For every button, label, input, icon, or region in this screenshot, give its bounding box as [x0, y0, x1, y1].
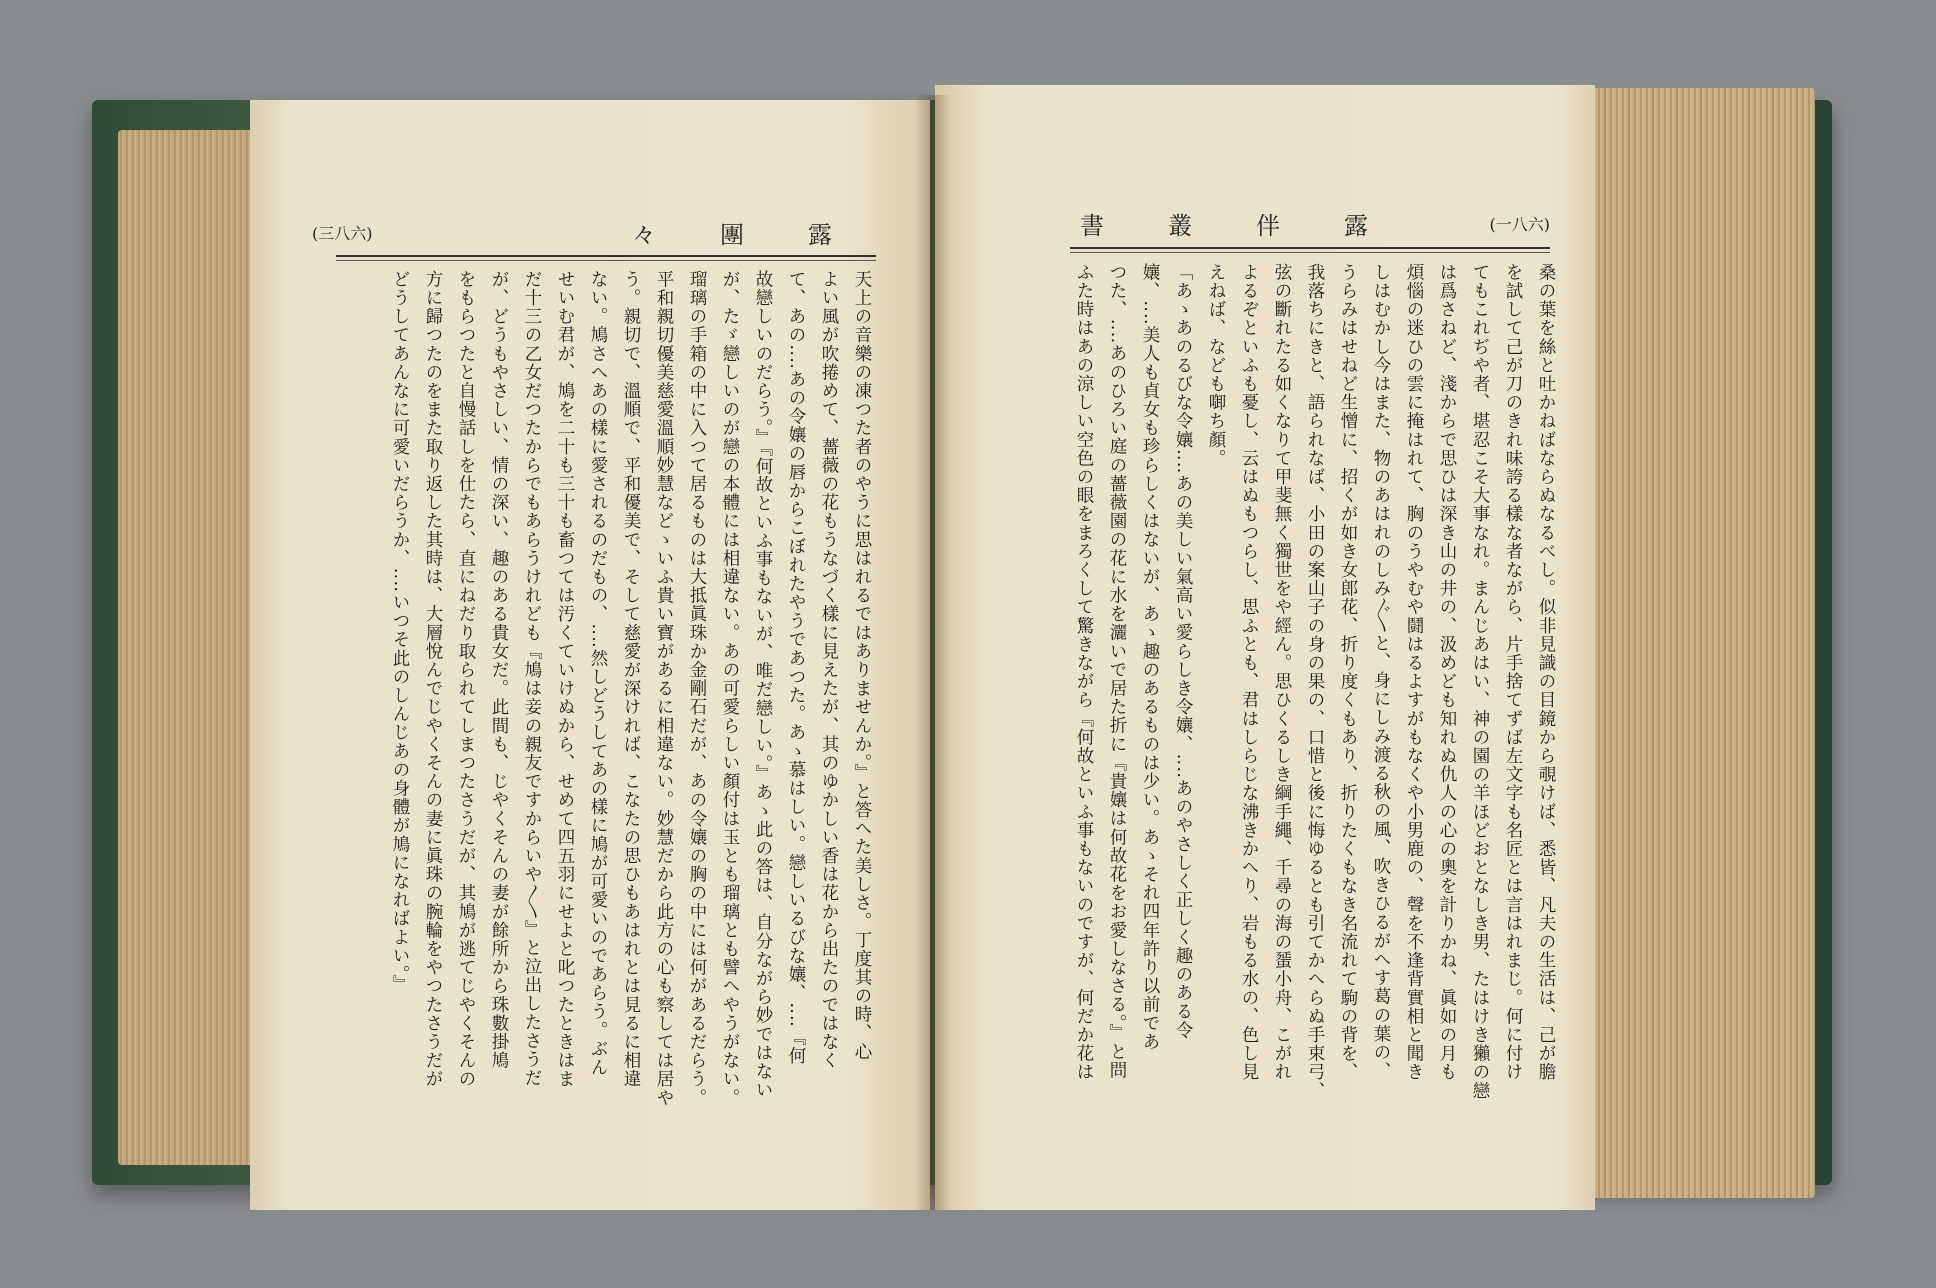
left-body-text: [308, 270, 878, 1120]
right-header-rule: [1070, 247, 1550, 249]
left-page-edges: [118, 130, 258, 1165]
text-column: 方に歸つたのをまた取り返した其時は、大層悅んでじやくそんの妻に眞珠の腕輪をやつたさうだが: [423, 270, 443, 1089]
text-column: つた、‥‥あのひろい庭の薔薇園の花に水を灑いで居た折に『貴孃は何故花をお愛しなさる。』と問: [1107, 263, 1127, 1080]
right-page-edges: [1590, 88, 1815, 1198]
text-column: ない。鳩さへあの樣に愛されるのだもの、‥‥然しどうしてあの樣に鳩が可愛いのであらう。ぶん: [588, 270, 608, 1077]
text-column: て、あの‥‥あの令孃の唇からこぼれたやうであつた。あゝ慕はしい。戀しいるびな孃、‥‥『何: [786, 270, 806, 1066]
text-column: は爲さねど、淺からで思ひは深き山の井の、汲めども知れぬ仇人の心の奧を計りかね、眞如の月も: [1437, 263, 1457, 1082]
text-column: だ十三の乙女だつたからでもあらうけれども『鳩は妾の親友ですからいや〳〵』と泣出したさうだ: [522, 270, 542, 1088]
text-column: 煩惱の迷ひの雲に掩はれて、胸のうやむや鬪はるよすがもなくや小男鹿の、聲を不逢背實相と聞き: [1404, 263, 1424, 1082]
text-column: 故戀しいのだらう。』『何故といふ事もないが、唯だ戀しい。』あゝ此の答は、自分ながら妙ではない: [753, 270, 773, 1100]
text-column: が、どうもやさしい、情の深い、趣のある貴女だ。此間も、じやくそんの妻が餘所から珠數掛鳩: [489, 270, 509, 1070]
text-column: が、たゞ戀しいのが戀の本體には相違ない。あの可愛らしい顏付は玉とも瑠璃とも譬へやうがない。: [720, 270, 740, 1107]
title-char: 團: [720, 220, 744, 249]
text-column: 我落ちにきと、語られなば、小田の案山子の身の果の、口惜と後に悔ゆるとも引てかへらぬ手束弓、: [1305, 263, 1325, 1100]
text-column: しはむかし今はまた、物のあはれのしみ〴〵と、身にしみ渡る秋の風、吹きひるがへす葛の葉の、: [1371, 263, 1391, 1081]
text-column: 弦の斷れたる如くなりて甲斐無く獨世をや經ん。思ひくるしき綱手繩、千尋の海の蜑小舟、こがれ: [1272, 263, 1292, 1082]
right-page: [935, 85, 1595, 1210]
title-char: 々: [632, 220, 656, 249]
text-column: どうしてあんなに可愛いだらうか、‥‥いつそ此のしんじあの身體が鳩になればよい。』: [390, 270, 410, 994]
text-column: せいむ君が、鳩を二十も三十も畜つては汚くていけぬから、せめて四五羽にせよと叱つたときはま: [555, 270, 575, 1089]
text-column: 桑の葉を絲と吐かねばならぬなるべし。似非見識の目鏡から覗けば、悉皆、凡夫の生活は、己が膽: [1536, 263, 1556, 1082]
title-char: 書: [1080, 211, 1104, 240]
right-running-title: [1080, 206, 1368, 241]
text-column: よるぞといふも憂し、云はぬもつらし、思ふとも、君はしらじな沸きかへり、岩もる水の、色し見: [1239, 263, 1259, 1082]
left-running-title: [632, 215, 832, 250]
title-char: 伴: [1256, 211, 1280, 240]
text-column: 天上の音樂の凍つた者のやうに思はれるではありませんか。』と答へた美しさ。丁度其の時、心: [852, 270, 872, 1062]
left-page-number: (三八六): [312, 223, 373, 243]
text-column: えねば、なども啣ち顏。: [1206, 263, 1226, 468]
text-column: ふた時はあの涼しい空色の眼をまろくして驚きながら『何故といふ事もないのですが、何だか花は: [1074, 263, 1094, 1082]
text-column: てもこれぢや者、堪忍こそ大事なれ。まんじあはい、神の園の羊ほどおとなしき男、たはけき獺の戀: [1470, 263, 1490, 1100]
text-column: よい風が吹捲めて、薔薇の花もうなづく樣に見えたが、其のゆかしい香は花から出たのではなく: [819, 270, 839, 1070]
text-column: 孃、‥‥美人も貞女も珍らしくはないが、あゝ趣のあるものは少い。あゝそれ四年許り以前であ: [1140, 263, 1160, 1052]
title-char: 露: [1344, 211, 1368, 240]
left-header-rule: [336, 255, 876, 257]
text-column: うらみはせねど生憎に、招くが如き女郎花、折り度くもあり、折りたくもなき名流れて駒の背を、: [1338, 263, 1358, 1082]
right-page-header: [1080, 203, 1550, 243]
left-page-header: [312, 212, 872, 252]
right-page-number: (一八六): [1489, 214, 1550, 234]
title-char: 叢: [1168, 211, 1192, 240]
text-column: 瑠璃の手箱の中に入つて居るものは大抵眞珠か金剛石だが、あの令孃の胸の中には何があるだらう。: [687, 270, 707, 1107]
book-gutter: [915, 95, 951, 1210]
text-column: 「あゝあのるびな令孃‥‥あの美しい氣高い愛らしき令孃、‥‥あのやさしく正しく趣のある令: [1173, 263, 1193, 1040]
text-column: う。親切で、溫順で、平和優美で、そして慈愛が深ければ、こなたの思ひもあはれとは見るに相違: [621, 270, 641, 1089]
text-column: をもらつたと自慢話しを仕たら、直にねだり取られてしまつたさうだが、其鳩が逃てじやくそんの: [456, 270, 476, 1089]
text-column: を試して己が刀のきれ味誇る樣な者ながら、片手捨てずば左文字も名匠とは言はれまじ。何に付け: [1503, 263, 1523, 1082]
text-column: 平和親切優美慈愛溫順妙慧などゝいふ貴い寶があるに相違ない。妙慧だから此方の心も察しては居や: [654, 270, 674, 1107]
right-body-text: [1047, 263, 1562, 1113]
title-char: 露: [808, 220, 832, 249]
left-page: [250, 100, 930, 1210]
